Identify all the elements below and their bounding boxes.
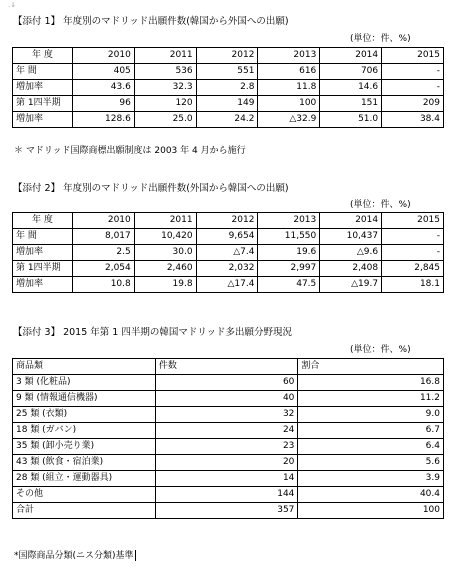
table-row — [13, 471, 444, 487]
attach1-note: ＊ マドリッド国際商標出願制度は 2003 年 4 月から施行 — [14, 146, 246, 156]
table-cell: 6.4 — [298, 439, 444, 455]
row-label: その他 — [13, 487, 156, 503]
table-row — [13, 503, 444, 519]
row-label: 3 類 (化粧品) — [13, 375, 156, 391]
attach2-unit: (単位：件、%) — [350, 200, 411, 210]
table-cell: 11.8 — [258, 80, 320, 96]
table-cell: - — [382, 229, 444, 245]
attach1-unit: (単位：件、%) — [350, 34, 411, 44]
table-cell: 40 — [155, 391, 298, 407]
header-cell: 2014 — [320, 48, 382, 64]
table-cell: 43.6 — [72, 80, 134, 96]
table-cell: 551 — [196, 64, 258, 80]
row-label: 第 1四半期 — [13, 96, 73, 112]
table-cell: 149 — [196, 96, 258, 112]
table-cell: 144 — [155, 487, 298, 503]
table-row — [13, 407, 444, 423]
table-cell: 9,654 — [196, 229, 258, 245]
header-cell: 2011 — [134, 48, 196, 64]
table-cell: 18.1 — [382, 277, 444, 293]
table-cell: 19.6 — [258, 245, 320, 261]
header-cell: 年 度 — [13, 213, 73, 229]
table-cell: 2,054 — [72, 261, 134, 277]
table-cell: △9.6 — [320, 245, 382, 261]
table-cell: 23 — [155, 439, 298, 455]
table-cell: 96 — [72, 96, 134, 112]
table-cell: 10.8 — [72, 277, 134, 293]
row-label: 増加率 — [13, 80, 73, 96]
table-cell: 616 — [258, 64, 320, 80]
table-cell: 2,997 — [258, 261, 320, 277]
table-row — [13, 439, 444, 455]
table-cell: 51.0 — [320, 112, 382, 128]
table-cell: 8,017 — [72, 229, 134, 245]
table-header-row — [13, 48, 444, 64]
table-cell: 2,408 — [320, 261, 382, 277]
row-label: 43 類 (飲食・宿泊業) — [13, 455, 156, 471]
table-cell: 2.8 — [196, 80, 258, 96]
table-cell: 536 — [134, 64, 196, 80]
attach3-heading: 【添付 3】 2015 年第 1 四半期の韓国マドリッド多出願分野現況 — [13, 327, 292, 338]
table-cell: 14 — [155, 471, 298, 487]
row-label: 9 類 (情報通信機器) — [13, 391, 156, 407]
table-cell: 128.6 — [72, 112, 134, 128]
table-row — [13, 229, 444, 245]
row-label: 年 間 — [13, 229, 73, 245]
table-cell: 6.7 — [298, 423, 444, 439]
row-label: 年 間 — [13, 64, 73, 80]
table-cell: 405 — [72, 64, 134, 80]
table-cell: 100 — [298, 503, 444, 519]
table-cell: △19.7 — [320, 277, 382, 293]
header-cell: 2015 — [382, 213, 444, 229]
table-cell: 3.9 — [298, 471, 444, 487]
header-cell: 商品類 — [13, 359, 156, 375]
header-cell: 2012 — [196, 213, 258, 229]
table-cell: - — [382, 64, 444, 80]
table-cell: 11.2 — [298, 391, 444, 407]
table-row — [13, 261, 444, 277]
table-cell: - — [382, 80, 444, 96]
table-cell: 9.0 — [298, 407, 444, 423]
table-cell: △17.4 — [196, 277, 258, 293]
table-cell: 10,420 — [134, 229, 196, 245]
table-cell: 151 — [320, 96, 382, 112]
table-cell: △7.4 — [196, 245, 258, 261]
table-cell: △32.9 — [258, 112, 320, 128]
row-label: 増加率 — [13, 277, 73, 293]
paragraph-mark: .↓ — [8, 1, 17, 9]
table-cell: 357 — [155, 503, 298, 519]
table-row — [13, 80, 444, 96]
table-row — [13, 64, 444, 80]
table-cell: 2.5 — [72, 245, 134, 261]
attach1-heading: 【添付 1】 年度別のマドリッド出願件数(韓国から外国への出願) — [13, 16, 289, 27]
table-cell: 10,437 — [320, 229, 382, 245]
attach2-table — [12, 212, 444, 293]
table-cell: 2,032 — [196, 261, 258, 277]
table-row — [13, 112, 444, 128]
attach3-note — [14, 548, 136, 561]
table-cell: 14.6 — [320, 80, 382, 96]
table-row — [13, 375, 444, 391]
table-cell: 2,845 — [382, 261, 444, 277]
table-row — [13, 455, 444, 471]
header-cell: 割合 — [298, 359, 444, 375]
row-label: 増加率 — [13, 245, 73, 261]
table-cell: 11,550 — [258, 229, 320, 245]
attach2-heading: 【添付 2】 年度別のマドリッド出願件数(外国から韓国への出願) — [13, 183, 289, 194]
table-cell: 2,460 — [134, 261, 196, 277]
table-header-row — [13, 359, 444, 375]
table-cell: 32 — [155, 407, 298, 423]
attach3-note-text: *国際商品分類(ニス分類)基準 — [14, 551, 134, 561]
header-cell: 2015 — [382, 48, 444, 64]
table-row — [13, 96, 444, 112]
table-cell: 25.0 — [134, 112, 196, 128]
header-cell: 2010 — [72, 48, 134, 64]
attach1-table — [12, 47, 444, 128]
row-label: 増加率 — [13, 112, 73, 128]
header-cell: 2014 — [320, 213, 382, 229]
table-cell: 16.8 — [298, 375, 444, 391]
table-cell: 32.3 — [134, 80, 196, 96]
table-cell: 100 — [258, 96, 320, 112]
header-cell: 件数 — [155, 359, 298, 375]
attach3-unit: (単位：件、%) — [350, 345, 411, 355]
table-cell: 24.2 — [196, 112, 258, 128]
table-row — [13, 487, 444, 503]
header-cell: 年 度 — [13, 48, 73, 64]
header-cell: 2010 — [72, 213, 134, 229]
header-cell: 2011 — [134, 213, 196, 229]
row-label: 25 類 (衣類) — [13, 407, 156, 423]
table-cell: 706 — [320, 64, 382, 80]
attach3-table — [12, 358, 444, 519]
table-cell: 120 — [134, 96, 196, 112]
table-row — [13, 245, 444, 261]
table-header-row — [13, 213, 444, 229]
row-label: 28 類 (組立・運動器具) — [13, 471, 156, 487]
table-cell: 38.4 — [382, 112, 444, 128]
row-label: 18 類 (ガバン) — [13, 423, 156, 439]
table-row — [13, 423, 444, 439]
table-cell: - — [382, 245, 444, 261]
header-cell: 2013 — [258, 213, 320, 229]
table-cell: 24 — [155, 423, 298, 439]
table-cell: 20 — [155, 455, 298, 471]
row-label: 35 類 (卸小売り業) — [13, 439, 156, 455]
row-label: 第 1四半期 — [13, 261, 73, 277]
header-cell: 2013 — [258, 48, 320, 64]
table-row — [13, 277, 444, 293]
table-cell: 40.4 — [298, 487, 444, 503]
table-cell: 209 — [382, 96, 444, 112]
row-label: 合計 — [13, 503, 156, 519]
table-cell: 47.5 — [258, 277, 320, 293]
table-cell: 19.8 — [134, 277, 196, 293]
table-cell: 30.0 — [134, 245, 196, 261]
text-cursor — [135, 550, 136, 561]
table-row — [13, 391, 444, 407]
table-cell: 60 — [155, 375, 298, 391]
header-cell: 2012 — [196, 48, 258, 64]
table-cell: 5.6 — [298, 455, 444, 471]
